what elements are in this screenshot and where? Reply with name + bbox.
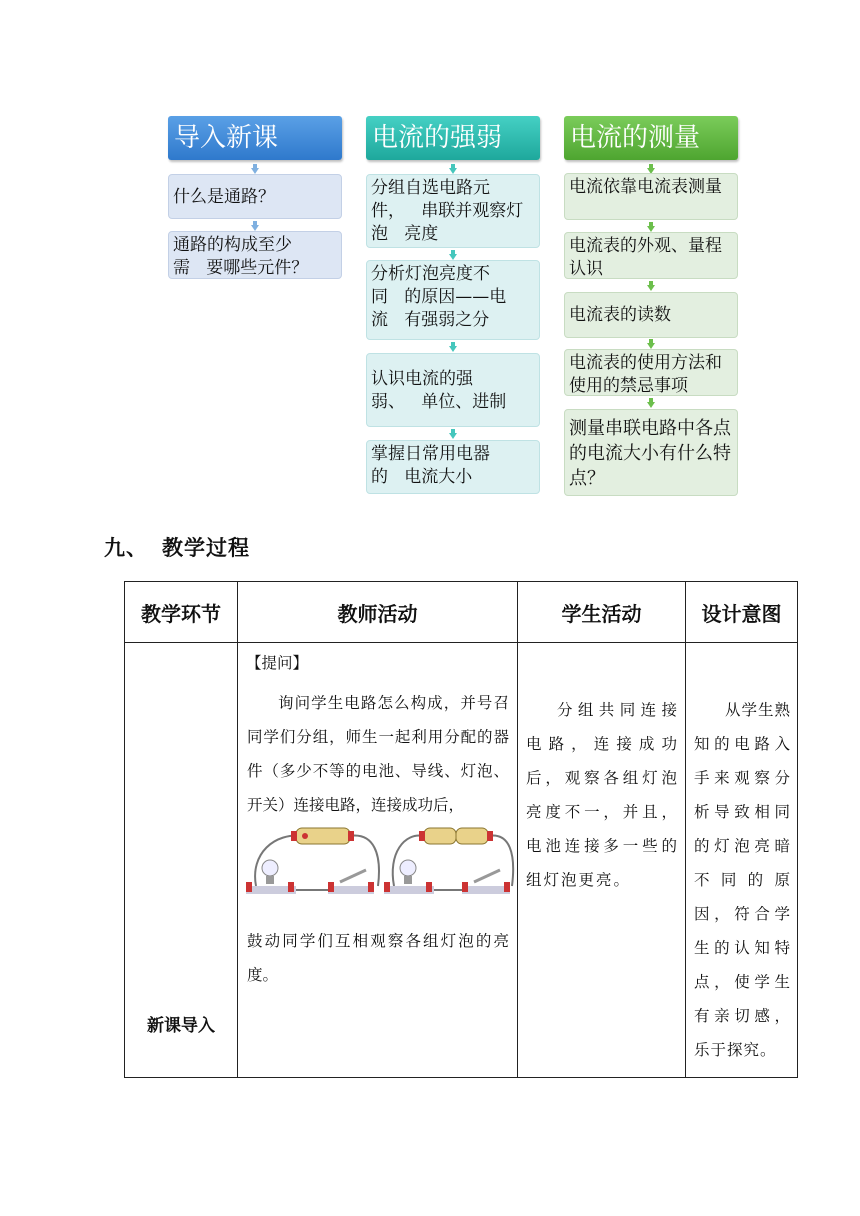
- flow-arrow: [647, 285, 655, 291]
- flow-item: 电流表的读数: [564, 292, 738, 338]
- flow-item: 什么是通路？: [168, 174, 342, 219]
- flow-item: 分组自选电路元件， 串联并观察灯泡 亮度: [366, 174, 540, 248]
- flow-item: 掌握日常用电器的 电流大小: [366, 440, 540, 494]
- teacher-paragraph: 询问学生电路怎么构成，并号召同学们分组，师生一起利用分配的器件（多少不等的电池、导线、灯泡、开关）连接电路，连接成功后，: [247, 694, 509, 814]
- header-student: 学生活动: [518, 582, 686, 643]
- header-stage: 教学环节: [125, 582, 238, 643]
- header-intent: 设计意图: [686, 582, 798, 643]
- flow-item: 测量串联电路中各点的电流大小有什么特点？: [564, 409, 738, 496]
- table-row: [125, 643, 798, 1078]
- student-activity-text: 分组共同连接电路，连接成功后，观察各组灯泡亮度不一，并且，电池连接多一些的组灯泡更亮。: [526, 701, 679, 889]
- flow-header-measure: 电流的测量: [564, 116, 738, 160]
- teacher-cell: [238, 643, 518, 1078]
- section-number: 九、: [104, 536, 148, 560]
- question-tag: 【提问】: [246, 654, 309, 672]
- student-cell: [518, 643, 686, 1078]
- teaching-process-table: [124, 581, 798, 1078]
- flow-arrow: [449, 346, 457, 352]
- flow-item: 分析灯泡亮度不同 的原因——电流 有强弱之分: [366, 260, 540, 340]
- flow-header-strength: 电流的强弱: [366, 116, 540, 160]
- circuit-right: [384, 828, 513, 894]
- teacher-paragraph-2: 鼓动同学们互相观察各组灯泡的亮度。: [247, 932, 509, 984]
- flow-item: 通路的构成至少需 要哪些元件？: [168, 231, 342, 279]
- stage-label: 新课导入: [147, 1016, 215, 1036]
- circuit-left: [246, 828, 379, 894]
- flow-arrow: [647, 402, 655, 408]
- intent-cell: [686, 643, 798, 1078]
- circuit-illustration: [244, 824, 517, 918]
- flow-item: 认识电流的强弱、 单位、进制: [366, 353, 540, 427]
- table-header-row: [125, 582, 798, 643]
- flow-arrow: [449, 433, 457, 439]
- flow-item: 电流表的外观、量程认识: [564, 232, 738, 279]
- section-title: 教学过程: [162, 536, 250, 560]
- stage-cell: [125, 643, 238, 1078]
- design-intent-text: 从学生熟知的电路入手来观察分析导致相同的灯泡亮暗不同的原因，符合学生的认知特点，使学生有亲切感，乐于探究。: [694, 701, 792, 1059]
- flow-item: 电流表的使用方法和使用的禁忌事项: [564, 349, 738, 396]
- flow-item: 电流依靠电流表测量: [564, 173, 738, 220]
- flow-header-intro: 导入新课: [168, 116, 342, 160]
- header-teacher: 教师活动: [238, 582, 518, 643]
- section-heading: [104, 532, 250, 562]
